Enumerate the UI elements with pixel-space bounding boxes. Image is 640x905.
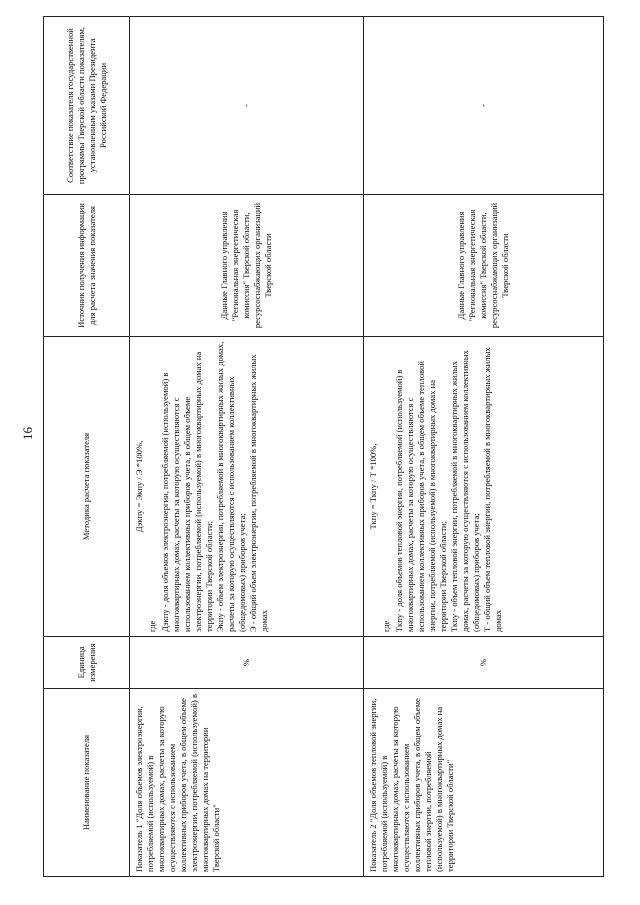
- page-number: 16: [20, 427, 35, 440]
- header-method: Методика расчета показателя: [44, 337, 130, 637]
- header-name: Наименование показателя: [44, 689, 130, 877]
- where-label: где: [147, 620, 157, 632]
- indicator-source: Данные Главного управления "Региональная энергетическая комиссия" Тверской области, ресурсоснабжающих организаций Тверской области: [130, 195, 364, 337]
- header-source: Источник получения информации для расчета значения показателя: [44, 195, 130, 337]
- rotated-table-wrapper: [43, 17, 603, 877]
- method-line: Ткпу - объем тепловой энергии, потребляемой в многоквартирных жилых домах, расчеты за которую осуществляются с использованием коллективных (общедомовых) приборов учета;: [449, 350, 481, 632]
- indicator-unit: %: [130, 637, 364, 689]
- header-row: [44, 17, 130, 877]
- indicator-formula: Дэкпу = Экпу / Э *100%,: [134, 440, 144, 533]
- method-line: Дэкпу - доля объемов электроэнергии, потребляемой (используемой) в многоквартирных домах, расчеты за которую осуществляются с использованием коллективных приборов учета, в общем объеме электроэнергии, потребляемой (используемой) в многоквартирных домах на территории Тверской области;: [160, 351, 214, 632]
- indicator-correspondence: -: [130, 17, 364, 195]
- indicator-formula: Ткпу = Ткпу / Т *100%,: [368, 443, 378, 530]
- indicator-source: Данные Главного управления "Региональная энергетическая комиссия" Тверской области, ресурсоснабжающих организаций Тверской области: [364, 195, 604, 337]
- indicator-name: Показатель 1 "Доля объемов электроэнергии, потребляемой (используемой) в многоквартирных домах, расчеты за которую осуществляются с использованием коллективных приборов учета, в общем объеме электроэнергии, потребляемой (используемой) в многоквартирных домах на территории Тверской области": [130, 689, 364, 877]
- method-line: Э - общий объем электроэнергии, потребляемой в многоквартирных жилых домах: [248, 354, 269, 632]
- indicator-method: [364, 337, 604, 637]
- method-line: Ткпу - доля объемов тепловой энергии, потребляемой (используемой) в многоквартирных домах, расчеты за которую осуществляются с использованием коллективных приборов учета, в общем объеме тепловой энергии, потребляемой (используемой) в многоквартирных домах на территории Тверской области;: [394, 360, 448, 632]
- indicator-table: [43, 16, 604, 877]
- indicator-unit: %: [364, 637, 604, 689]
- indicator-correspondence: -: [364, 17, 604, 195]
- table-row: [130, 17, 364, 877]
- where-label: где: [381, 620, 391, 632]
- table-row: [364, 17, 604, 877]
- indicator-name: Показатель 2 "Доля объемов тепловой энергии, потребляемой (используемой) в многоквартирных домах, расчеты за которую осуществляются с использованием коллективных приборов учета, в общем объеме тепловой энергии, потребляемой (используемой) в многоквартирных домах на территории Тверской области": [364, 689, 604, 877]
- indicator-method: [130, 337, 364, 637]
- method-line: Т - общий объем тепловой энергии, потребляемой в многоквартирных жилых домах: [482, 347, 503, 632]
- method-line: Экпу - объем электроэнергии, потребляемой в многоквартирных жилых домах, расчеты за которую осуществляются с использованием коллективных (общедомовых) приборов учета;: [215, 341, 247, 632]
- header-correspondence: Соответствие показателя государственной программы Тверской области показателям, установленным указами Президента Российской Федерации: [44, 17, 130, 195]
- header-unit: Единица измерения: [44, 637, 130, 689]
